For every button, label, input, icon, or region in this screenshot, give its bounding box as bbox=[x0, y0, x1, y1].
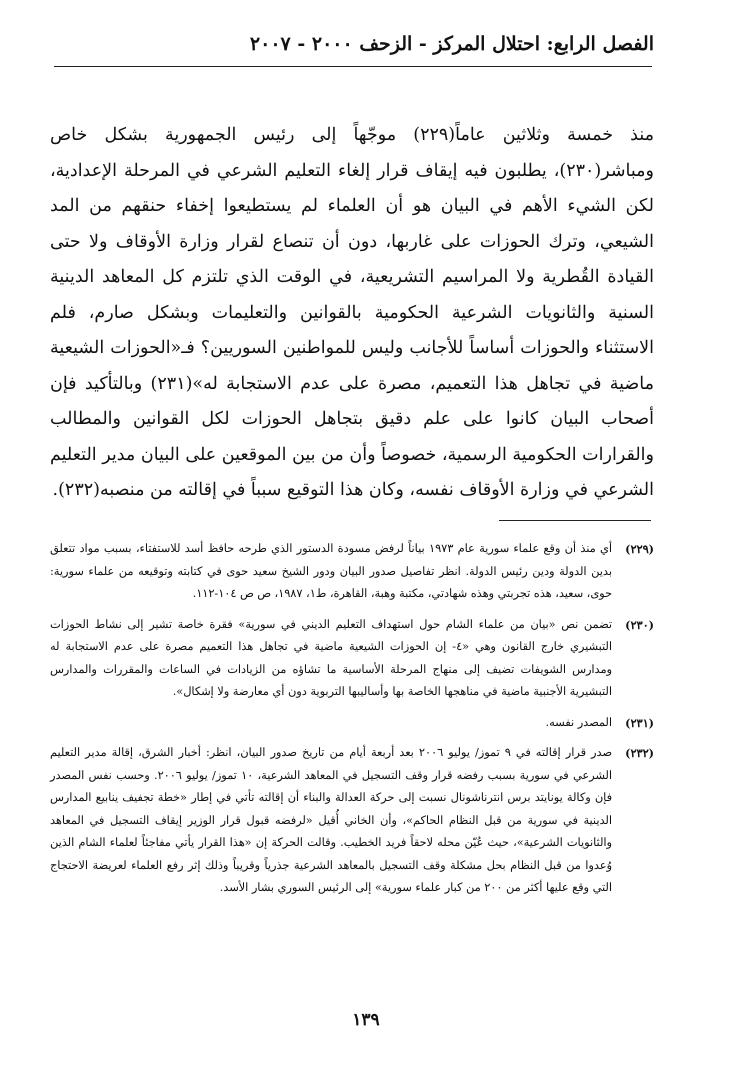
footnote-230 bbox=[50, 614, 654, 704]
footnote-text: صدر قرار إقالته في ٩ تموز/ يوليو ٢٠٠٦ بعد أربعة أيام من تاريخ صدور البيان، انظر: أخبار الشرق، إقالة مدير التعليم الشرعي في سورية بسبب رفضه قرار وقف التسجيل في المعاهد الشرعية، ١٠ تموز/ يوليو ٢٠٠٦. وحسب نفس المصدر فإن وكالة يونايتد برس انترناشونال نسبت إلى حركة العدالة والبناء أن إقالته تأتي في إطار «خطة تجفيف ينابيع المدارس الدينية في سورية من قبل النظام الحاكم»، وأن الخاني أُقيل «لرفضه قبول قرار الوزير إيقاف التسجيل في المعاهد والثانويات الشرعية»، حيث عُيّن محله لاحقاً فريد الخطيب. وقالت الحركة إن «هذا القرار يأتي مفاجئاً لعلماء الشام الذين وُعدوا من قبل النظام بحل مشكلة وقف التسجيل بالمعاهد الشرعية جذرياً وقريباً وذلك إثر رفع العلماء لعريضة الاحتجاج التي وقع عليها أكثر من ٢٠٠ من كبار علماء سورية» إلى الرئيس السوري بشار الأسد. bbox=[50, 746, 613, 894]
footnote-number: (٢٢٩) bbox=[625, 542, 654, 556]
footnotes bbox=[50, 538, 654, 908]
footnote-number: (٢٣٠) bbox=[625, 617, 654, 632]
footnote-number: (٢٣٢) bbox=[625, 746, 654, 760]
footnote-229 bbox=[50, 538, 654, 606]
body-text bbox=[50, 118, 654, 509]
footnote-text: المصدر نفسه. bbox=[545, 715, 612, 729]
footnote-text: تضمن نص «بيان من علماء الشام حول استهداف التعليم الديني في سورية» فقرة خاصة تشير إلى نشاط الحوزات التبشيري خارج القانون وهي «٤- إن الحوزات الشيعية ماضية في تجاهل هذا التعميم مصرة على عدم الاستجابة له ومدارس الشويفات تضيف إلى منهاج المرحلة الأساسية ما تشاؤه من الزيادات في الساعات والمقررات والمدارس التبشيرية الأجنبية ماضية في مناهجها الخاصة بها وأساليبها التربوية دون أي معارضة ولا إشكال». bbox=[50, 617, 612, 698]
body-paragraph: منذ خمسة وثلاثين عاماً(٢٢٩) موجّهاً إلى رئيس الجمهورية بشكل خاص ومباشر(٢٣٠)، يطلبون فيه إيقاف قرار إلغاء التعليم الشرعي في المرحلة الإعدادية، لكن الشيء الأهم في البيان هو أن العلماء لم يستطيعوا إخفاء حنقهم من المد الشيعي، وترك الحوزات على غاربها، دون أن تنصاع لقرار وزارة الأوقاف ولا حتى القيادة القُطرية ولا المراسيم التشريعية، في الوقت الذي تلتزم كل المعاهد الدينية السنية والثانويات الشرعية الحكومية بالقوانين والتعليمات وبشكل صارم، فلم الاستثناء والحوزات أساساً للأجانب وليس للمواطنين السوريين؟ فـ«الحوزات الشيعية ماضية في تجاهل هذا التعميم، مصرة على عدم الاستجابة له»(٢٣١) وبالتأكيد فإن أصحاب البيان كانوا على علم دقيق بتجاهل الحوزات لكل القوانين والمطالب والقرارات الحكومية الرسمية، خصوصاً وأن من بين الموقعين على البيان مدير التعليم الشرعي في وزارة الأوقاف نفسه، وكان هذا التوقيع سبباً في إقالته من منصبه(٢٣٢). bbox=[50, 125, 654, 500]
footnote-divider bbox=[499, 520, 651, 521]
page-number: ١٣٩ bbox=[352, 1010, 380, 1030]
header-divider bbox=[54, 66, 652, 67]
footnote-231 bbox=[50, 712, 654, 735]
running-header: الفصل الرابع: احتلال المركز - الزحف ٢٠٠٠ - ٢٠٠٧ bbox=[249, 33, 654, 55]
footnote-text: أي منذ أن وقع علماء سورية عام ١٩٧٣ بياناً لرفض مسودة الدستور الذي طرحه حافظ أسد للاستفتاء، بسبب مواد تتعلق بدين الدولة ودين رئيس الدولة. انظر تفاصيل صدور البيان ودور الشيخ سعيد حوى في كتابته وتوقيعه من علماء سورية: حوى، سعيد، هذه تجربتي وهذه شهادتي، مكتبة وهبة، القاهرة، ط١، ١٩٨٧، ص ص ١٠٤-١١٢. bbox=[50, 542, 612, 600]
footnote-232 bbox=[50, 742, 654, 900]
footnote-number: (٢٣١) bbox=[625, 715, 654, 730]
